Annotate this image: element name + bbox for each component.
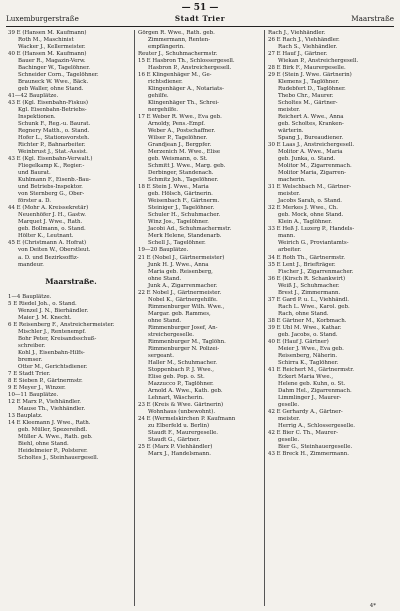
resident-entry: gehilfe. <box>148 93 169 100</box>
address-entry: 43 E (Kgl. Eisenbahn-Verwalt.) <box>8 156 93 163</box>
address-entry: 19—20 Bauplätze. <box>138 247 189 254</box>
resident-entry: Rimmenburger M., Taglöhn. <box>148 338 226 345</box>
resident-entry: Dahm Hel., Zigarrenmach. <box>278 387 352 394</box>
resident-entry: Elise geb. Pop. o. St. <box>148 373 205 380</box>
address-entry: Reuter J., Schuhmachermstr. <box>138 51 218 58</box>
resident-entry: Thebo Chr., Maurer. <box>278 93 334 100</box>
resident-entry: Weber A., Postschaffner. <box>148 128 216 135</box>
resident-entry: Jacobi Ad., Schuhmachermstr. <box>148 226 232 233</box>
address-entry: 34 E Roth Th., Gärtnermstr. <box>268 254 345 261</box>
resident-entry: Wacker J., Kellermeister. <box>18 44 86 51</box>
resident-entry: Bauer R., Magazin-Verw. <box>18 58 86 65</box>
resident-entry: Rach, ohne Stand. <box>278 310 329 317</box>
resident-entry: Haller M., Schuhmacher. <box>148 359 217 366</box>
header-rule <box>6 26 394 27</box>
resident-entry: geb. Bollmann, o. Stand. <box>18 226 86 233</box>
resident-entry: Bachinger W., Tagelöhner. <box>18 65 90 72</box>
address-entry: 8 E Sieben P., Gärtnermstr. <box>8 377 83 384</box>
address-entry: 13 Bauplatz. <box>8 412 43 419</box>
resident-entry: Marquet J. Wwe., Rath. <box>18 219 83 226</box>
column-1 <box>8 30 134 606</box>
header-right-street: Maarstraße <box>351 14 394 23</box>
column-divider <box>264 30 265 606</box>
resident-entry: Kuhlmann F., Eisenb.-Bau- <box>18 177 91 184</box>
spacer <box>8 269 134 276</box>
resident-entry: bremser. <box>18 356 43 363</box>
resident-entry: Klingenhäger A., Notariats- <box>148 86 224 93</box>
resident-entry: Klemens J., Taglöhner. <box>278 79 340 86</box>
resident-entry: förster a. D. <box>18 198 51 205</box>
resident-entry: Maria geb. Reisenberg, <box>148 268 213 275</box>
signature-mark: 4* <box>369 603 376 609</box>
resident-entry: wärterin. <box>278 128 304 135</box>
resident-entry: Molitor Maria, Zigarren- <box>278 170 346 177</box>
resident-entry: Schmitz Joh., Tagelöhner. <box>148 177 219 184</box>
address-entry: 1—4 Bauplätze. <box>8 293 52 300</box>
page-header <box>6 14 394 26</box>
resident-entry: Nobel K., Gärtnergehilfe. <box>148 296 218 303</box>
address-entry: 17 E Weber R. Wwe., Eva geb. <box>138 114 222 121</box>
address-entry: 40 E (Hansen M. Kaufmann) <box>8 51 87 58</box>
resident-entry: geb. Junka, o. Stand. <box>278 156 336 163</box>
resident-entry: Jacobs Sarah, o. Stand. <box>278 198 343 205</box>
resident-entry: Rudebfert D., Taglöhner. <box>278 86 346 93</box>
address-entry: 39 E Ubl M. Wwe., Kathar. <box>268 324 342 331</box>
resident-entry: Staudt G., Gärtner. <box>148 436 201 443</box>
resident-entry: zu Elberfeld u. Berlin) <box>148 422 210 429</box>
resident-entry: Margar. geb. Rammes, <box>148 310 211 317</box>
address-entry: 27 E Hauf J., Gärtner. <box>268 51 328 58</box>
street-heading: Maarstraße. <box>45 276 97 286</box>
resident-entry: sergeant. <box>148 352 174 359</box>
resident-entry: Bohr Peter, Kreisandsschuß- <box>18 335 97 342</box>
resident-entry: geb. Jacobs, o. Stand. <box>278 331 338 338</box>
address-entry: 29 E (Stein J. Wwe. Gärtnerin) <box>268 72 352 79</box>
resident-entry: von Deiten W., Oberstleut. <box>18 247 91 254</box>
resident-entry: Mischler J., Rentenempf. <box>18 328 86 335</box>
header-left-street: Luxemburgerstraße <box>6 14 79 23</box>
address-entry: 7 E Stadt Trier. <box>8 370 51 377</box>
address-entry: 26 E Rach J., Viehhändler. <box>268 37 340 44</box>
resident-entry: Neuenhöfer J. H., Gastw. <box>18 212 86 219</box>
resident-entry: geselle. <box>278 436 300 443</box>
header-city: Stadt Trier <box>174 14 226 23</box>
resident-entry: von Sternberg G., Ober- <box>18 191 85 198</box>
address-entry: 36 E (Kirsch R. Schankwirt) <box>268 275 346 282</box>
address-entry: 41—42 Bauplätze. <box>8 93 59 100</box>
resident-entry: meister. <box>278 415 301 422</box>
address-entry: 12 E Marx P., Viehhändler. <box>8 398 81 405</box>
resident-entry: Rimmenburger Wilh. Wwe., <box>148 303 225 310</box>
address-entry: 21 E (Nobel J., Gärtnermeister) <box>138 254 225 261</box>
address-entry: 10—11 Bauplätze. <box>8 391 59 398</box>
resident-entry: Maier J. M. Knecht. <box>18 314 72 321</box>
resident-entry: Inspektionen. <box>18 114 56 121</box>
resident-entry: Hasbron P., Anstreichergesell. <box>148 65 232 72</box>
address-entry: 44 E (Mohr A. Kreissekretär) <box>8 205 89 212</box>
resident-entry: und Betriebs-Inspektor. <box>18 184 83 191</box>
resident-entry: Reichert A. Wwe., Anna <box>278 114 344 121</box>
column-2 <box>138 30 264 606</box>
resident-entry: arbeiter. <box>278 247 302 254</box>
resident-entry: Junk A., Zigarrenmacher. <box>148 282 218 289</box>
resident-entry: Staudt F., Maurergeselle. <box>148 429 219 436</box>
resident-entry: Arnoldy, Pens.-Empf. <box>148 121 205 128</box>
resident-entry: Wenzel J. N., Bierhändler. <box>18 307 89 314</box>
resident-entry: Weinbrust J., Stat.-Assist. <box>18 149 88 156</box>
address-entry: 5 E Riedel Joh., o. Stand. <box>8 300 77 307</box>
resident-entry: Mazzucco P., Taglöhner. <box>148 380 214 387</box>
address-entry: 23 E (Kreis & Wwe. Gärtnerin) <box>138 401 224 408</box>
address-entry: 30 E Laas J., Anstreichergesell. <box>268 142 355 149</box>
resident-entry: Grandjean J., Bergpfer. <box>148 142 212 149</box>
resident-entry: Steiniger J., Tagelöhner. <box>148 205 215 212</box>
address-entry: 16 E Klingenhäger M., Ge- <box>138 72 212 79</box>
resident-entry: meister. <box>278 107 301 114</box>
resident-entry: geb. Mock, ohne Stand. <box>278 212 344 219</box>
resident-entry: Limmlinger J., Maurer- <box>278 394 342 401</box>
resident-entry: macherin. <box>278 177 306 184</box>
resident-entry: Weisenbach F., Gärtnerm. <box>148 198 220 205</box>
resident-entry: Wiekan P., Anstreichergesell. <box>278 58 359 65</box>
resident-entry: Schirra K., Taglöhner. <box>278 359 339 366</box>
resident-entry: geb Waller, ohne Stand. <box>18 86 84 93</box>
address-entry: Görgen R. Wwe., Rath. geb. <box>138 30 215 36</box>
resident-entry: mann. <box>278 233 296 240</box>
resident-entry: streichergeselle. <box>148 331 195 338</box>
resident-entry: richtsdiener. <box>148 79 183 86</box>
address-entry: 25 E (Marx P. Viehhändler) <box>138 443 213 450</box>
address-entry: 39 E (Hansen M. Kaufmann) <box>8 30 87 36</box>
address-entry: 28 E Birk F., Maurergeselle. <box>268 65 346 72</box>
resident-entry: Schneider Corn., Tagelöhner. <box>18 72 99 79</box>
resident-entry: Scholtes J., Steinhauergesell. <box>18 454 99 461</box>
resident-entry: Kgl. Eisenbahn-Betriebs- <box>18 107 87 114</box>
address-entry: 45 E (Christmann A. Hofrat) <box>8 240 87 247</box>
address-entry: 15 E Hasbron Th., Schlossergesell. <box>138 58 235 65</box>
resident-entry: Stoppenbach P. J. Wwe., <box>148 366 215 373</box>
resident-entry: Richter P., Bahnarbeiter. <box>18 142 86 149</box>
resident-entry: Zimmermann, Renten- <box>148 37 211 44</box>
address-entry: 40 E (Hauf J. Gärtner) <box>268 338 329 345</box>
resident-entry: Merzenich M. Wwe., Elise <box>148 149 221 156</box>
resident-entry: Bier G., Steinhauergeselle. <box>278 443 353 450</box>
resident-entry: Weirich G., Proviantamts- <box>278 240 349 247</box>
resident-entry: Molitor A. Wwe., Maria <box>278 149 343 156</box>
address-entry: 38 E Gärtner M., Korbmach. <box>268 317 347 324</box>
spacer <box>8 287 134 294</box>
resident-entry: Spang J., Bureaudiener. <box>278 135 344 142</box>
resident-entry: Schunk F., Reg.-u. Baurat. <box>18 121 91 128</box>
resident-entry: Winz Jos., Tagelöhner. <box>148 219 209 226</box>
address-entry: 14 E Kleemann J. Wwe., Rath. <box>8 419 91 426</box>
resident-entry: Rach S., Viehhändler. <box>278 44 338 51</box>
resident-entry: meister. <box>278 191 301 198</box>
resident-entry: Wohnhaus (unbewohnt). <box>148 408 216 415</box>
resident-entry: Schmitt J. Wwe., Marg. geb. <box>148 163 226 170</box>
address-entry: Rach J., Viehhändler. <box>268 30 326 36</box>
address-entry: 33 E Heß J. Luzerg P., Handels- <box>268 226 355 233</box>
resident-entry: Eckert Maria Wwe., <box>278 373 334 380</box>
address-entry: 41 E Reichert M., Gärtnermstr. <box>268 366 354 373</box>
resident-entry: Biehl, ohne Stand. <box>18 440 69 447</box>
resident-entry: Schuler H., Schuhmacher. <box>148 212 221 219</box>
address-entry: 37 E Gard P. u. L., Viehhändl. <box>268 296 349 303</box>
resident-entry: Meier J. Wwe., Eva geb. <box>278 345 344 352</box>
resident-entry: Brest J., Zimmermann. <box>278 289 341 296</box>
address-entry: 42 E Bier C. Th., Maurer- <box>268 429 338 436</box>
address-entry: 43 E (Kgl. Eisenbahn-Fiskus) <box>8 100 88 107</box>
resident-entry: Rimmenburger Josef, An- <box>148 324 218 331</box>
resident-entry: schreiber. <box>18 342 46 349</box>
resident-entry: Junk H. J. Wwe., Anna <box>148 261 209 268</box>
resident-entry: und Baurat. <box>18 170 51 177</box>
resident-entry: Regnery Matth., o. Stand. <box>18 128 90 135</box>
resident-entry: Otter M., Gerichtsdiener. <box>18 363 88 370</box>
resident-entry: Herrig A., Schlossergeselle. <box>278 422 356 429</box>
resident-entry: Weiß J., Schuhmacher. <box>278 282 340 289</box>
resident-entry: empfängerin. <box>148 44 185 51</box>
resident-entry: ohne Stand. <box>148 317 182 324</box>
page-number: — 51 — <box>181 3 219 13</box>
address-entry: 9 E Meyer J., Winzer. <box>8 384 66 391</box>
column-3 <box>268 30 394 606</box>
resident-entry: geb. Müller, Spezereihdl. <box>18 426 88 433</box>
resident-entry: Derbinger, Standenach. <box>148 170 214 177</box>
address-entry: 32 E Merkes J. Wwe., Ch. <box>268 205 339 212</box>
resident-entry: Hölter K., Leutnant. <box>18 233 74 240</box>
resident-entry: Marx J., Handelsmann. <box>148 450 211 457</box>
resident-entry: Scholtes M., Gärtner- <box>278 100 338 107</box>
resident-entry: Mause Th., Viehhändler. <box>18 405 86 412</box>
resident-entry: Hofer L., Stationsvorsteh. <box>18 135 90 142</box>
resident-entry: Molitor M., Zigarrenmach. <box>278 163 352 170</box>
resident-entry: Schell J., Tagelöhner. <box>148 240 206 247</box>
resident-entry: Klein A., Taglöhner. <box>278 219 332 226</box>
resident-entry: Brauneck W. Wwe., Bäck. <box>18 79 89 86</box>
resident-entry: ohne Stand. <box>148 275 182 282</box>
resident-entry: a. D. und Bezirksoffiz- <box>18 254 79 261</box>
address-entry: 6 E Reisenberg F., Anstreichermeister. <box>8 321 115 328</box>
resident-entry: Heidelmeier P., Polsterer. <box>18 447 88 454</box>
address-entry: 35 E Lent J., Briefträger. <box>268 261 336 268</box>
resident-entry: geb. Scholtes, Kranken- <box>278 121 344 128</box>
address-entry: 43 E Breck H., Zimmermann. <box>268 450 349 457</box>
address-entry: 18 E Stein J. Wwe., Maria <box>138 184 209 191</box>
resident-entry: Rimmenburger N. Polizei- <box>148 345 220 352</box>
resident-entry: mandeur. <box>18 261 44 268</box>
address-entry: 24 E (Wermelskirchen P. Kaufmann <box>138 415 236 422</box>
resident-entry: Rach L. Wwe., Karol. geb. <box>278 303 350 310</box>
resident-entry: Kohl J., Eisenbahn-Hilfs- <box>18 349 85 356</box>
column-divider <box>134 30 135 606</box>
address-entry: 22 E Nobel J., Gärtnermeister. <box>138 289 222 296</box>
resident-entry: Arnold A. Wwe., Kath. geb. <box>148 387 223 394</box>
resident-entry: geselle. <box>278 401 300 408</box>
resident-entry: Fischer J., Zigarrenmacher. <box>278 268 354 275</box>
resident-entry: Klingenhäger Th., Schrei- <box>148 100 219 107</box>
resident-entry: Fliegelkamp K., Regier.- <box>18 163 85 170</box>
address-entry: 31 E Welschbach M., Gärtner- <box>268 184 352 191</box>
resident-entry: geb. Weismann, o. St. <box>148 156 208 163</box>
resident-entry: Merk Helene, Standenarb. <box>148 233 222 240</box>
resident-entry: nergehilfe. <box>148 107 178 114</box>
resident-entry: geb. Hölsch, Gärtnerin. <box>148 191 213 198</box>
resident-entry: Helene geb. Kuhn, o. St. <box>278 380 346 387</box>
resident-entry: Lehnart, Wäscherin. <box>148 394 204 401</box>
resident-entry: Reisenberg, Näherin. <box>278 352 338 359</box>
resident-entry: Roth M., Maschinist <box>18 37 74 44</box>
address-entry: 42 E Gerhardy A., Gärtner- <box>268 408 343 415</box>
resident-entry: Müller A. Wwe., Rath. geb. <box>18 433 93 440</box>
resident-entry: Wilser P., Tagelöhner. <box>148 135 208 142</box>
